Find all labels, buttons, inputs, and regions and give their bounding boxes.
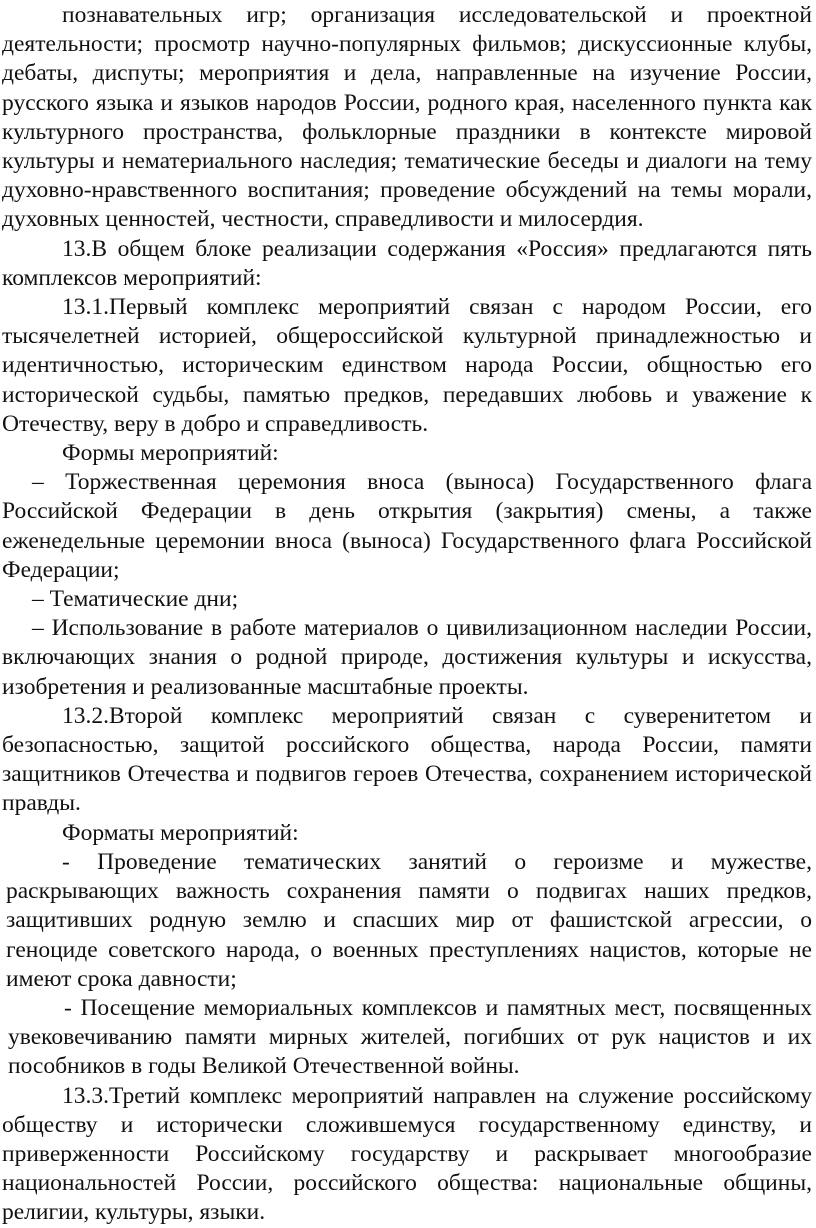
- paragraph-forms-heading: Формы мероприятий:: [62, 440, 279, 467]
- list-item-heritage-materials: – Использование в работе материалов о цивилизационном наследии России, включающих знания о родной природе, достижения культуры и искусства, изобретения и реализованные масштабные проекты.: [2, 615, 812, 700]
- list-item-flag-ceremony: – Торжественная церемония вноса (выноса) Государственного флага Российской Федерации в день открытия (закрытия) смены, а также еженедельные церемонии вноса (выноса) Государственного флага Российской Федерации;: [2, 469, 812, 583]
- list-item-heroism-lessons: - Проведение тематических занятий о героизме и мужестве, раскрывающих важность сохранения памяти о подвигах наших предков, защитивших родную землю и спасших мир от фашистской агрессии, о геноциде советского народа, о военных преступлениях нацистов, которые не имеют срока давности;: [6, 848, 812, 992]
- list-item-memorial-visits: - Посещение мемориальных комплексов и памятных мест, посвященных увековечиванию памяти мирных жителей, погибших от рук нацистов и их пособников в годы Великой Отечественной войны.: [8, 994, 812, 1080]
- paragraph-activities-continuation: познавательных игр; организация исследовательской и проектной деятельности; просмотр научно-популярных фильмов; дискуссионные клубы, дебаты, диспуты; мероприятия и дела, направленные на изучение России, русского языка и языков народов России, родного края, населенного пункта как культурного пространства, фольклорные праздники в контексте мировой культуры и нематериального наследия; тематические беседы и диалоги на тему духовно-нравственного воспитания; проведение обсуждений на темы морали, духовных ценностей, честности, справедливости и милосердия.: [2, 2, 812, 233]
- paragraph-section-13-2: 13.2.Второй комплекс мероприятий связан с суверенитетом и безопасностью, защитой российского общества, народа России, памяти защитников Отечества и подвигов героев Отечества, сохранением исторической правды.: [2, 702, 812, 817]
- list-item-thematic-days: – Тематические дни;: [32, 586, 239, 613]
- paragraph-section-13: 13.В общем блоке реализации содержания «Россия» предлагаются пять комплексов мероприятий:: [2, 235, 812, 291]
- paragraph-formats-heading: Форматы мероприятий:: [62, 819, 299, 846]
- paragraph-section-13-3: 13.3.Третий комплекс мероприятий направлен на служение российскому обществу и исторически сложившемуся государственному единству, и приверженности Российскому государству и раскрывает многообразие национальностей России, российского общества: национальные общины, религии, культуры, языки.: [2, 1082, 812, 1226]
- paragraph-section-13-1: 13.1.Первый комплекс мероприятий связан с народом России, его тысячелетней историей, общероссийской культурной принадлежностью и идентичностью, историческим единством народа России, общностью его исторической судьбы, памятью предков, передавших любовь и уважение к Отечеству, веру в добро и справедливость.: [2, 294, 812, 437]
